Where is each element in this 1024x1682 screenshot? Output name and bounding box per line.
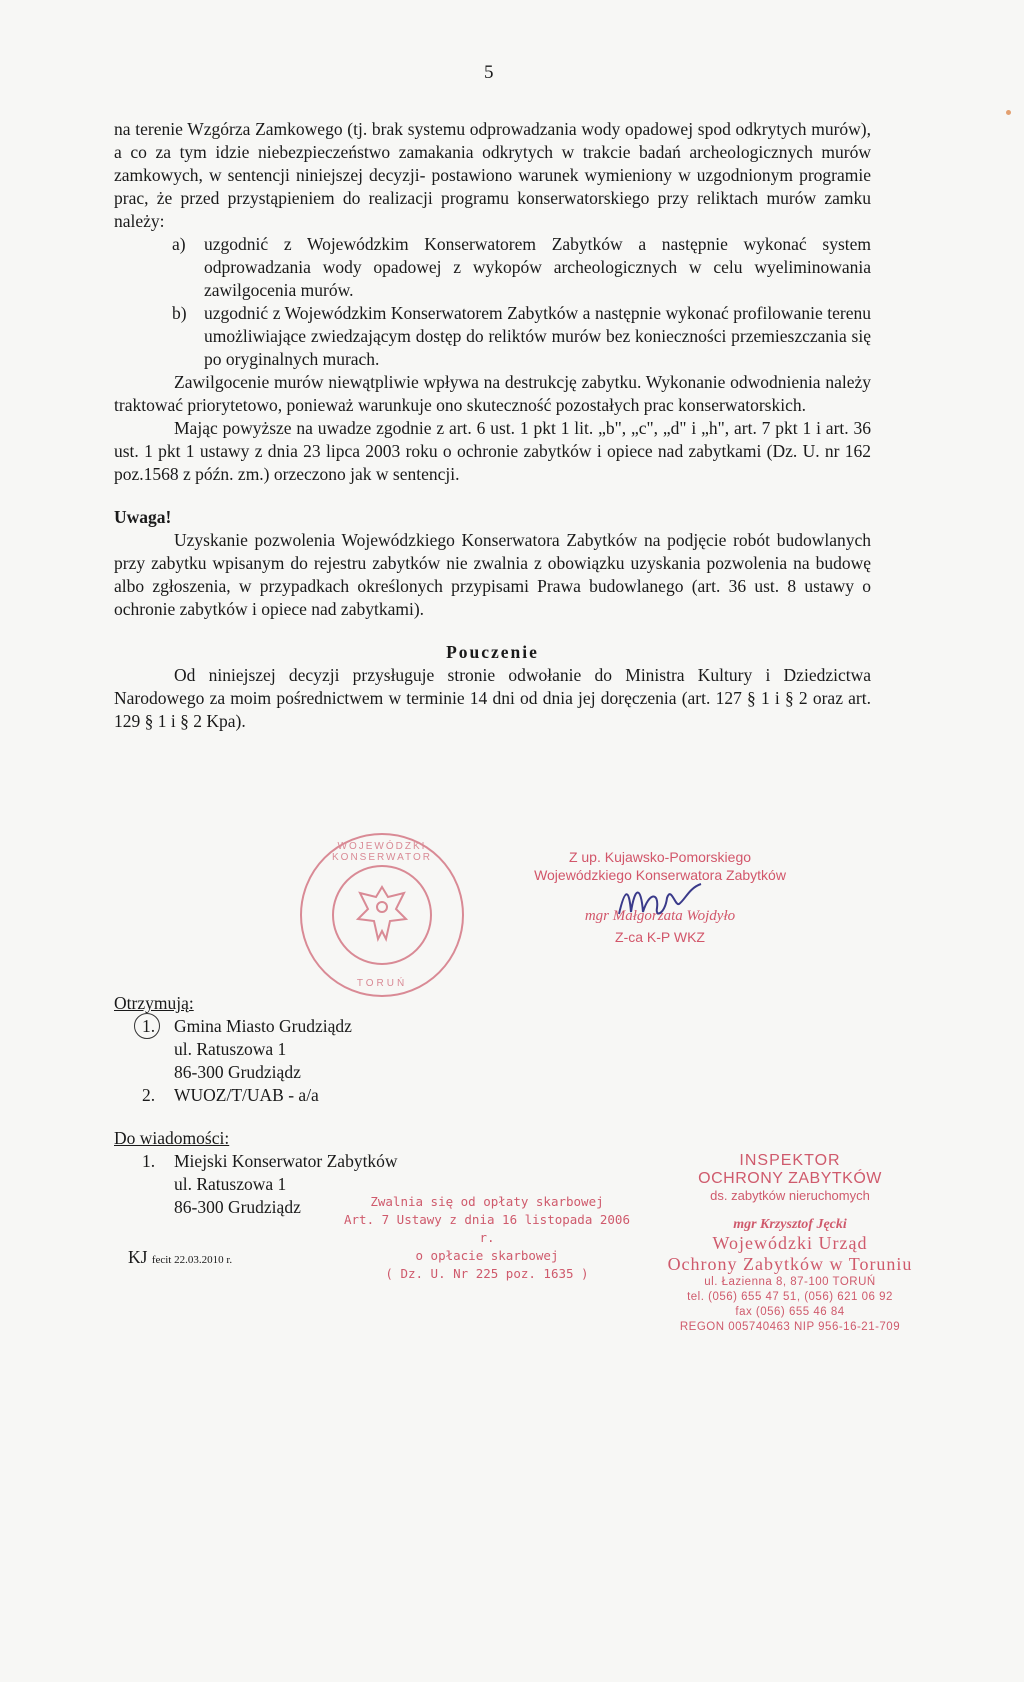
recipients-list [114,1015,514,1107]
scan-speck-icon [1006,110,1011,115]
paragraph-justification: na terenie Wzgórza Zamkowego (tj. brak systemu odprowadzania wody opadowej spod odkrytych murów), a co za tym idzie niebezpieczeństwo zamakania odkrytych w trakcie badań archeologicznych murów zamkowych, w sentencji niniejszej decyzji- postawiono warunek wymieniony w uzgodnionym programie prac, że przed przystąpieniem do realizacji programu konserwatorskiego przy reliktach murów zamku należy: [114,119,871,231]
inspector-fax: fax (056) 655 46 84 [735,1306,845,1318]
inspector-phone: tel. (056) 655 47 51, (056) 621 06 92 [687,1291,893,1303]
decision-body [114,118,871,733]
instruction-text: Od niniejszej decyzji przysługuje stronie odwołanie do Ministra Kultury i Dziedzictwa Narodowego za moim pośrednictwem w terminie 14 dni od dnia jej doręczenia (art. 127 § 1 i § 2 oraz art. 129 § 1 i § 2 Kpa). [114,665,871,731]
inspector-stamp-line: Ochrony Zabytków w Toruniu [667,1254,913,1274]
recipient-line: ul. Ratuszowa 1 [174,1039,287,1059]
recipient-line: 86-300 Grudziądz [174,1062,301,1082]
author-initials [128,1247,232,1268]
signature-line-2: Wojewódzkiego Konserwatora Zabytków [534,867,786,883]
note-label: Uwaga! [114,507,172,527]
inspector-address: ul. Łazienna 8, 87-100 TORUŃ [704,1276,876,1288]
info-heading: Do wiadomości: [114,1128,230,1148]
recipients-section [114,992,514,1219]
inspector-regon: REGON 005740463 NIP 956-16-21-709 [679,1321,901,1333]
initials-text: KJ [128,1247,148,1267]
list-marker: 1. [142,1151,156,1171]
instruction-title: Pouczenie [446,642,539,662]
page-number: 5 [484,62,494,83]
inspector-stamp-line: OCHRONY ZABYTKÓW [698,1170,882,1187]
eagle-emblem-icon [332,865,432,965]
inspector-stamp-line: Wojewódzki Urząd [712,1233,868,1253]
list-marker: 1. [142,1016,156,1036]
recipient-line: 86-300 Grudziądz [174,1197,301,1217]
list-marker: b) [172,303,187,323]
list-marker: a) [172,234,186,254]
round-seal-stamp [300,833,464,997]
recipient-line: WUOZ/T/UAB - a/a [174,1085,319,1105]
note-text: Uzyskanie pozwolenia Wojewódzkiego Konserwatora Zabytków na podjęcie robót budowlanych przy zabytku wpisanym do rejestru zabytków nie zwalnia z obowiązku uzyskania pozwolenia na budowę albo zgłoszenia, w przypadkach określonych przypisami Prawa budowlanego (art. 36 ust. 8 ustawy o ochronie zabytków i opiece nad zabytkami). [114,530,871,619]
list-item [114,302,871,371]
list-item-text: uzgodnić z Wojewódzkim Konserwatorem Zabytków a następnie wykonać system odprowadzania wody opadowej z wykopów archeologicznych w celu wyeliminowania zawilgocenia murów. [204,234,871,300]
recipient-line: Miejski Konserwator Zabytków [174,1151,398,1171]
list-marker: 2. [142,1085,156,1105]
fee-stamp-line: ( Dz. U. Nr 225 poz. 1635 ) [385,1266,589,1281]
list-item [114,1015,514,1084]
inspector-stamp [640,1152,940,1335]
signature-line-1: Z up. Kujawsko-Pomorskiego [568,849,752,865]
paragraph-dampness: Zawilgocenie murów niewątpliwie wpływa na destrukcję zabytku. Wykonanie odwodnienia należy traktować priorytetowo, ponieważ warunkuje ono skuteczność pozostałych prac konserwatorskich. [114,372,871,415]
signature-block [520,848,800,945]
fee-exemption-stamp [337,1193,637,1283]
signatory-name: mgr Małgorzata Wojdyło [584,908,736,924]
seal-bottom-text: TORUŃ [356,978,408,989]
fee-stamp-line: Art. 7 Ustawy z dnia 16 listopada 2006 r. [344,1212,630,1245]
list-item [114,1084,514,1107]
handwritten-signature-icon [615,878,705,922]
list-item [114,233,871,302]
fecit-date: fecit 22.03.2010 r. [151,1254,233,1266]
recipients-heading: Otrzymują: [114,993,194,1013]
inspector-stamp-line: INSPEKTOR [739,1152,841,1169]
signatory-role: Z-ca K-P WKZ [615,929,705,945]
conditions-list [114,233,871,371]
list-item-text: uzgodnić z Wojewódzkim Konserwatorem Zabytków a następnie wykonać profilowanie terenu umożliwiające zwiedzającym dostęp do reliktów murów bez konieczności przemieszczania się po oryginalnych murach. [204,303,871,369]
fee-stamp-line: o opłacie skarbowej [415,1248,559,1263]
seal-top-text: WOJEWÓDZKI KONSERWATOR [332,841,432,863]
paragraph-legal-basis: Mając powyższe na uwadze zgodnie z art. 6 ust. 1 pkt 1 lit. „b", „c", „d" i „h", art. 7 pkt 1 i art. 36 ust. 1 pkt 1 ustawy z dnia 23 lipca 2003 roku o ochronie zabytków i opiece nad zabytkami (Dz. U. nr 162 poz.1568 z późn. zm.) orzeczono jak w sentencji. [114,418,871,484]
recipient-line: Gmina Miasto Grudziądz [174,1016,352,1036]
recipient-line: ul. Ratuszowa 1 [174,1174,287,1194]
inspector-stamp-line: ds. zabytków nieruchomych [710,1188,870,1203]
inspector-name: mgr Krzysztof Jęcki [733,1217,847,1232]
fee-stamp-line: Zwalnia się od opłaty skarbowej [370,1194,604,1209]
